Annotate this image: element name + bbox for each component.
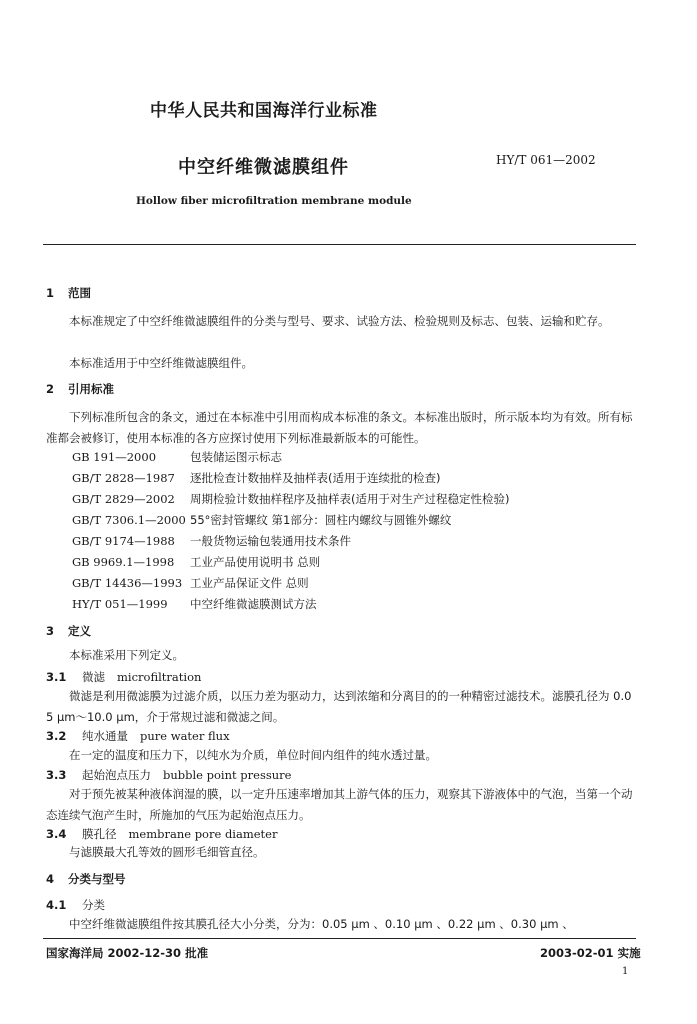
page-number: 1 — [622, 966, 629, 977]
reference-item: GB/T 7306.1—2000 55°密封管螺纹 第1部分：圆柱内螺纹与圆锥外螺纹 — [72, 513, 452, 527]
reference-item: GB/T 9174—1988 一般货物运输包装通用技术条件 — [72, 534, 351, 548]
term-definition: 对于预先被某种液体润湿的膜，以一定升压速率增加其上游气体的压力，观察其下游液体中的气泡，当第一个动态连续气泡产生时，所施加的气压为起始泡点压力。 — [46, 787, 633, 822]
header-divider — [43, 244, 636, 245]
term-heading: 3.2 纯水通量 pure water flux — [46, 729, 230, 743]
reference-item: GB/T 2828—1987 逐批检查计数抽样及抽样表(适用于连续批的检查) — [72, 471, 441, 485]
section-2-paragraph-1: 下列标准所包含的条文，通过在本标准中引用而构成本标准的条文。本标准出版时，所示版本均为有效。所有标准都会被修订，使用本标准的各方应探讨使用下列标准最新版本的可能性。 — [46, 410, 633, 445]
term-heading: 3.4 膜孔径 membrane pore diameter — [46, 827, 278, 841]
section-4-heading: 4 分类与型号 — [46, 872, 126, 886]
term-definition: 在一定的温度和压力下，以纯水为介质，单位时间内组件的纯水透过量。 — [69, 748, 437, 762]
term-heading: 3.1 微滤 microfiltration — [46, 670, 202, 684]
section-3-intro: 本标准采用下列定义。 — [69, 648, 184, 662]
section-1-paragraph-1: 本标准规定了中空纤维微滤膜组件的分类与型号、要求、试验方法、检验规则及标志、包装、运输和贮存。 — [69, 314, 610, 328]
effective-date: 2003-02-01 实施 — [540, 946, 641, 960]
section-2-heading: 2 引用标准 — [46, 382, 114, 396]
reference-item: HY/T 051—1999 中空纤维微滤膜测试方法 — [72, 597, 317, 611]
footer-divider — [43, 938, 636, 939]
reference-item: GB/T 14436—1993 工业产品保证文件 总则 — [72, 576, 309, 590]
approval-info: 国家海洋局 2002-12-30 批准 — [46, 946, 209, 960]
reference-item: GB/T 2829—2002 周期检验计数抽样程序及抽样表(适用于对生产过程稳定性检验) — [72, 492, 510, 506]
subsection-4-1-heading: 4.1 分类 — [46, 898, 105, 912]
section-1-heading: 1 范围 — [46, 286, 91, 300]
term-definition: 微滤是利用微滤膜为过滤介质，以压力差为驱动力，达到浓缩和分离目的的一种精密过滤技术。滤膜孔径为 0.05 μm～10.0 μm，介于常规过滤和微滤之间。 — [46, 689, 632, 724]
standard-category: 中华人民共和国海洋行业标准 — [150, 101, 378, 121]
section-1-paragraph-2: 本标准适用于中空纤维微滤膜组件。 — [69, 356, 253, 370]
document-title: 中空纤维微滤膜组件 — [178, 157, 349, 178]
reference-item: GB 9969.1—1998 工业产品使用说明书 总则 — [72, 555, 321, 569]
english-title: Hollow fiber microfiltration membrane module — [136, 195, 412, 207]
section-4-paragraph-1: 中空纤维微滤膜组件按其膜孔径大小分类，分为：0.05 μm 、0.10 μm 、0.22 μm 、0.30 μm 、 — [69, 917, 574, 931]
term-definition: 与滤膜最大孔等效的圆形毛细管直径。 — [69, 845, 265, 859]
reference-item: GB 191—2000 包装储运图示标志 — [72, 450, 282, 464]
standard-code: HY/T 061—2002 — [496, 153, 596, 167]
section-3-heading: 3 定义 — [46, 624, 91, 638]
term-heading: 3.3 起始泡点压力 bubble point pressure — [46, 768, 292, 782]
